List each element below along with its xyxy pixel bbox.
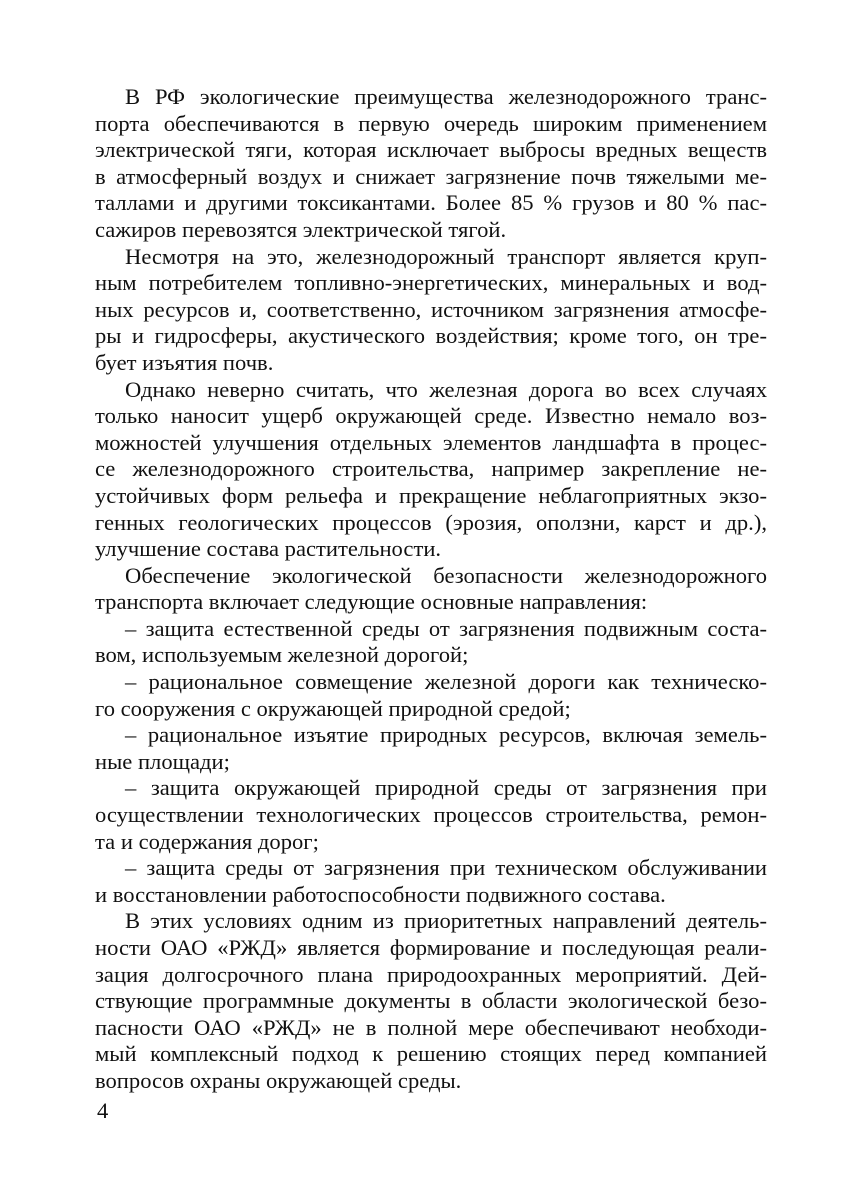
text-line: ствующие программные документы в области экологической безо- [95, 988, 767, 1014]
page-number: 4 [97, 1098, 109, 1123]
list-item-4 [95, 775, 767, 855]
text-line: таллами и другими токсикантами. Более 85 % грузов и 80 % пас- [95, 190, 767, 216]
text-line: вом, используемым железной дорогой; [95, 642, 469, 668]
text-line: порта обеспечиваются в первую очередь широким применением [95, 110, 767, 136]
text-line: мый комплексный подход к решению стоящих перед компанией [95, 1041, 767, 1067]
text-line: ры и гидросферы, акустического воздействия; кроме того, он тре- [95, 323, 767, 349]
text-line: и восстановлении работоспособности подвижного состава. [95, 881, 666, 907]
text-line: – рациональное совмещение железной дороги как техническо- [125, 669, 767, 695]
list-item-5 [95, 855, 767, 908]
text-line: го сооружения с окружающей природной средой; [95, 695, 571, 721]
list-item-2 [95, 669, 767, 722]
text-line: В этих условиях одним из приоритетных направлений деятель- [125, 908, 767, 934]
text-line: ным потребителем топливно-энергетических, минеральных и вод- [95, 270, 767, 296]
text-line: зация долгосрочного плана природоохранных мероприятий. Дей- [95, 961, 767, 987]
text-line: – защита окружающей природной среды от загрязнения при [125, 775, 767, 801]
text-line: улучшение состава растительности. [95, 536, 442, 562]
text-line: Несмотря на это, железнодорожный транспорт является круп- [125, 243, 767, 269]
paragraph-p1 [95, 84, 767, 244]
paragraph-p3 [95, 377, 767, 563]
text-line: – рациональное изъятие природных ресурсов, включая земель- [125, 722, 767, 748]
text-line: Обеспечение экологической безопасности железнодорожного [125, 562, 767, 588]
text-line: генных геологических процессов (эрозия, оползни, карст и др.), [95, 509, 767, 535]
list-item-3 [95, 722, 767, 775]
paragraph-p10 [95, 908, 767, 1094]
text-line: пасности ОАО «РЖД» не в полной мере обеспечивают необходи- [95, 1014, 767, 1040]
text-line: бует изъятия почв. [95, 349, 274, 375]
text-line: можностей улучшения отдельных элементов ландшафта в процес- [95, 429, 767, 455]
text-line: ных ресурсов и, соответственно, источником загрязнения атмосфе- [95, 296, 767, 322]
text-line: ности ОАО «РЖД» является формирование и последующая реали- [95, 935, 767, 960]
page-body [95, 84, 767, 1095]
text-line: – защита естественной среды от загрязнения подвижным соста- [125, 615, 767, 641]
text-line: только наносит ущерб окружающей среде. Известно немало воз- [95, 403, 767, 429]
text-line: ные площади; [95, 748, 230, 774]
text-line: вопросов охраны окружающей среды. [95, 1067, 462, 1093]
text-line: В РФ экологические преимущества железнодорожного транс- [125, 84, 767, 109]
text-line: сажиров перевозятся электрической тягой. [95, 216, 507, 242]
paragraph-p4 [95, 563, 767, 616]
text-line: в атмосферный воздух и снижает загрязнение почв тяжелыми ме- [95, 163, 767, 189]
paragraph-p2 [95, 244, 767, 377]
text-line: се железнодорожного строительства, например закрепление не- [95, 456, 767, 482]
text-line: осуществлении технологических процессов строительства, ремон- [95, 802, 767, 828]
text-line: та и содержания дорог; [95, 828, 319, 854]
text-line: – защита среды от загрязнения при техническом обслуживании [125, 855, 767, 881]
text-line: электрической тяги, которая исключает выбросы вредных веществ [95, 137, 767, 163]
text-line: транспорта включает следующие основные направления: [95, 589, 648, 615]
list-item-1 [95, 616, 767, 669]
text-line: Однако неверно считать, что железная дорога во всех случаях [125, 376, 767, 402]
text-line: устойчивых форм рельефа и прекращение неблагоприятных экзо- [95, 482, 767, 508]
